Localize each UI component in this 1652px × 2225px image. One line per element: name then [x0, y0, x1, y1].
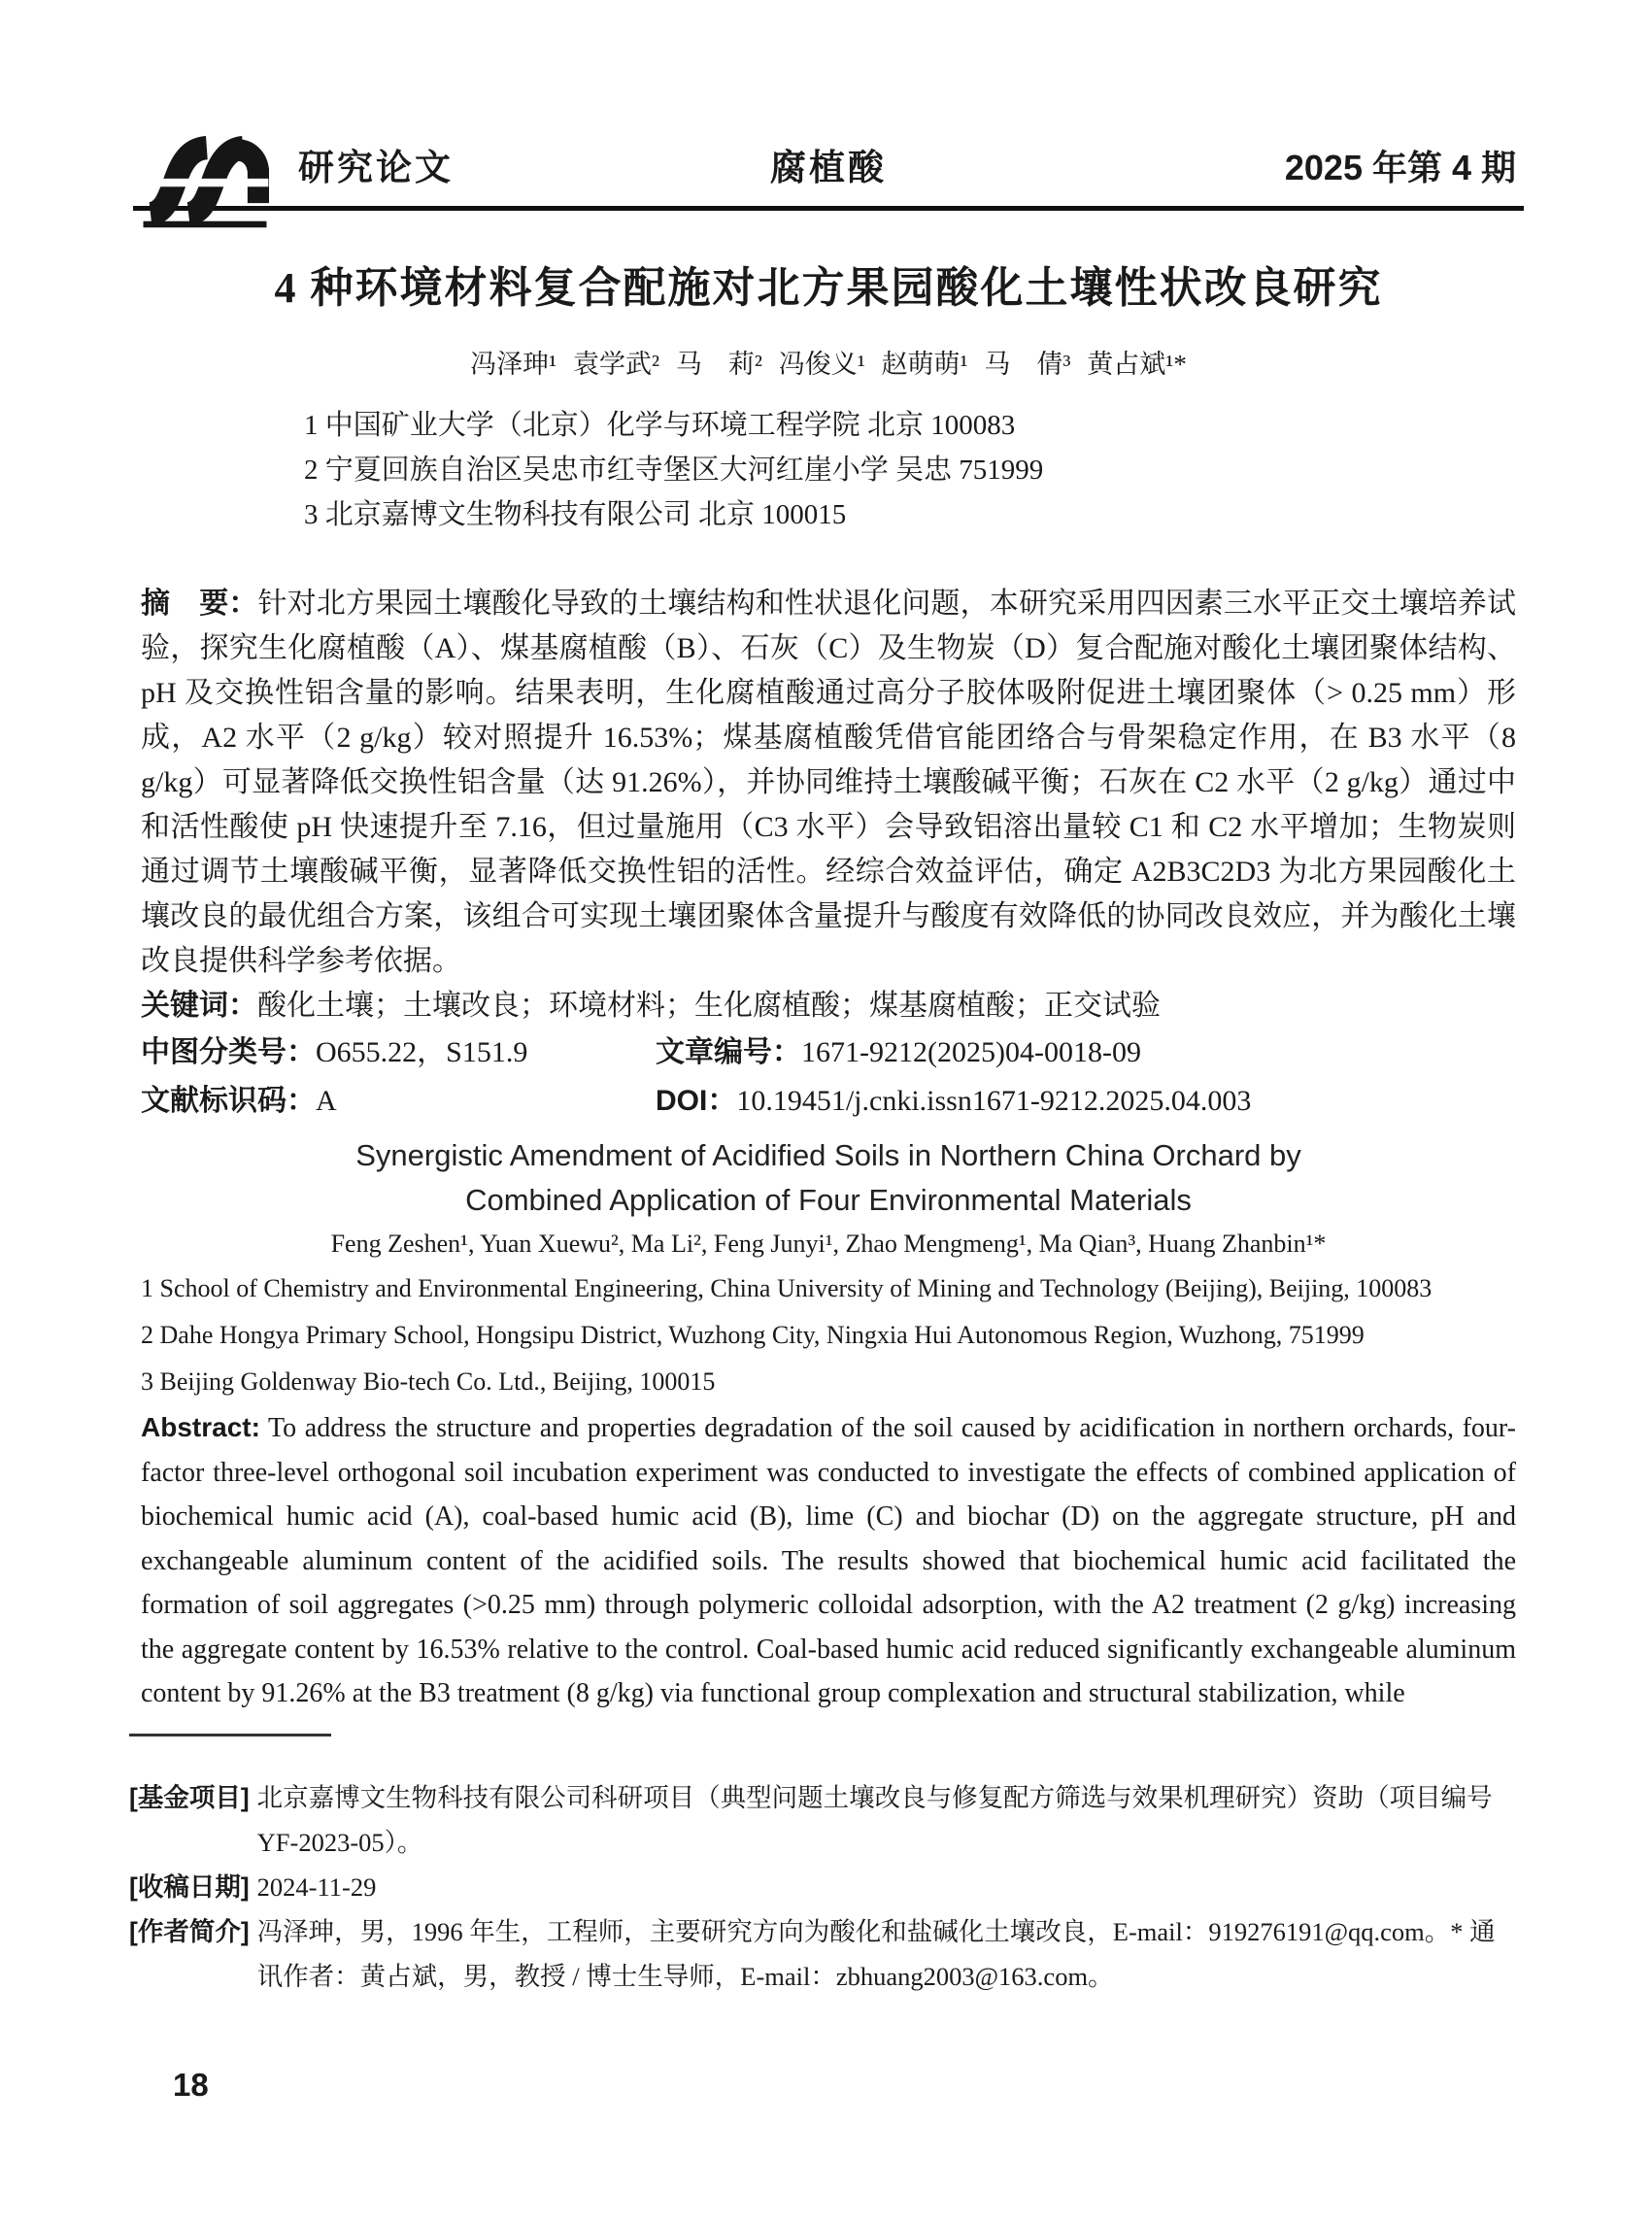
article-id-cell [656, 1028, 1141, 1077]
journal-logo-icon [141, 136, 269, 231]
affiliation-cn-2: 2 宁夏回族自治区吴忠市红寺堡区大河红崖小学 吴忠 751999 [304, 455, 1044, 486]
footnote-fund-label: [基金项目] [129, 1782, 250, 1812]
footnote-bio-text: 冯泽珅，男，1996 年生，工程师，主要研究方向为酸化和盐碱化土壤改良，E-mail：919276191@qq.com。* 通讯作者：黄占斌，男，教授 / 博士生导师，E-mail：zbhuang2003@163.com。 [256, 1916, 1496, 1991]
affiliation-cn-3: 3 北京嘉博文生物科技有限公司 北京 100015 [304, 499, 847, 530]
affiliation-en-3: 3 Beijing Goldenway Bio-tech Co. Ltd., Beijing, 100015 [141, 1367, 716, 1396]
authors-cn: 冯泽珅¹ 袁学武² 马 莉² 冯俊义¹ 赵萌萌¹ 马 倩³ 黄占斌¹* [470, 350, 1187, 379]
doi-label: DOI： [656, 1085, 737, 1117]
clc-label: 中图分类号： [141, 1036, 316, 1068]
affiliation-en-1: 1 School of Chemistry and Environmental Engineering, China University of Mining and Technology (Beijing), Beijing, 100083 [141, 1274, 1433, 1302]
affiliation-en-2: 2 Dahe Hongya Primary School, Hongsipu District, Wuzhong City, Ningxia Hui Autonomous Region, Wuzhong, 751999 [141, 1321, 1365, 1349]
header-journal-name: 腐植酸 [770, 148, 887, 187]
clc-cell [141, 1028, 656, 1077]
keywords-cn [141, 984, 1516, 1028]
doi-cell [656, 1077, 1251, 1126]
article-id-value: 1671-9212(2025)04-0018-09 [801, 1036, 1141, 1068]
page-header [141, 0, 1516, 206]
abstract-en [141, 1405, 1516, 1716]
header-issue-label: 2025 年第 4 期 [1284, 148, 1516, 187]
footnote-author-bio [129, 1909, 1516, 1999]
footnote-bio-label: [作者简介] [129, 1916, 250, 1946]
doc-code-value: A [316, 1085, 337, 1117]
header-divider [133, 206, 1524, 211]
abstract-cn-label: 摘 要： [141, 588, 258, 620]
footnotes [129, 1775, 1516, 1999]
doc-code-label: 文献标识码： [141, 1085, 316, 1117]
doi-value: 10.19451/j.cnki.issn1671-9212.2025.04.003 [736, 1085, 1252, 1117]
authors-en: Feng Zeshen¹, Yuan Xuewu², Ma Li², Feng Junyi¹, Zhao Mengmeng¹, Ma Qian³, Huang Zhanbin¹* [330, 1230, 1327, 1258]
meta-row-2 [141, 1077, 1516, 1126]
abstract-cn-text: 针对北方果园土壤酸化导致的土壤结构和性状退化问题，本研究采用四因素三水平正交土壤培养试验，探究生化腐植酸（A）、煤基腐植酸（B）、石灰（C）及生物炭（D）复合配施对酸化土壤团聚体结构、pH 及交换性铝含量的影响。结果表明，生化腐植酸通过高分子胶体吸附促进土壤团聚体（> 0.25 mm）形成，A2 水平（2 g/kg）较对照提升 16.53%；煤基腐植酸凭借官能团络合与骨架稳定作用，在 B3 水平（8 g/kg）可显著降低交换性铝含量（达 91.26%），并协同维持土壤酸碱平衡；石灰在 C2 水平（2 g/kg）通过中和活性酸使 pH 快速提升至 7.16，但过量施用（C3 水平）会导致铝溶出量较 C1 和 C2 水平增加；生物炭则通过调节土壤酸碱平衡，显著降低交换性铝的活性。经综合效益评估，确定 A2B3C2D3 为北方果园酸化土壤改良的最优组合方案，该组合可实现土壤团聚体含量提升与酸度有效降低的协同改良效应，并为酸化土壤改良提供科学参考依据。 [141, 588, 1517, 977]
affiliations-en [141, 1265, 1516, 1405]
title-en-line1: Synergistic Amendment of Acidified Soils in Northern China Orchard by [355, 1138, 1301, 1172]
header-section-label: 研究论文 [298, 148, 454, 187]
affiliation-cn-1: 1 中国矿业大学（北京）化学与环境工程学院 北京 100083 [304, 410, 1016, 441]
footnote-divider [129, 1734, 331, 1736]
keywords-text: 酸化土壤；土壤改良；环境材料；生化腐植酸；煤基腐植酸；正交试验 [257, 990, 1161, 1022]
article-title-cn: 4 种环境材料复合配施对北方果园酸化土壤性状改良研究 [274, 264, 1383, 312]
keywords-label: 关键词： [141, 990, 257, 1022]
article-id-label: 文章编号： [656, 1036, 801, 1068]
footnote-received-text: 2024-11-29 [256, 1871, 377, 1902]
abstract-cn [141, 582, 1516, 984]
article-title-en [141, 1133, 1516, 1223]
meta-row-1 [141, 1028, 1516, 1077]
page-number: 18 [173, 2067, 209, 2103]
footnote-received-date [129, 1865, 1516, 1909]
affiliations-cn [304, 403, 1516, 537]
clc-value: O655.22，S151.9 [316, 1036, 528, 1068]
abstract-en-text: To address the structure and properties degradation of the soil caused by acidification in northern orchards, four-factor three-level orthogonal soil incubation experiment was conducted to investigate the effects of combined application of biochemical humic acid (A), coal-based humic acid (B), lime (C) and biochar (D) on the aggregate structure, pH and exchangeable aluminum content of the acidified soils. The results showed that biochemical humic acid facilitated the formation of soil aggregates (>0.25 mm) through polymeric colloidal adsorption, with the A2 treatment (2 g/kg) increasing the aggregate content by 16.53% relative to the control. Coal-based humic acid reduced significantly exchangeable aluminum content by 91.26% at the B3 treatment (8 g/kg) via functional group complexation and structural stabilization, while [141, 1413, 1516, 1708]
footnote-fund-text: 北京嘉博文生物科技有限公司科研项目（典型问题土壤改良与修复配方筛选与效果机理研究）资助（项目编号 YF-2023-05）。 [256, 1782, 1493, 1857]
title-en-line2: Combined Application of Four Environmental Materials [465, 1183, 1192, 1217]
footnote-received-label: [收稿日期] [129, 1871, 250, 1902]
footnote-fund-project [129, 1775, 1516, 1865]
doc-code-cell [141, 1077, 656, 1126]
abstract-en-label: Abstract: [141, 1412, 260, 1442]
